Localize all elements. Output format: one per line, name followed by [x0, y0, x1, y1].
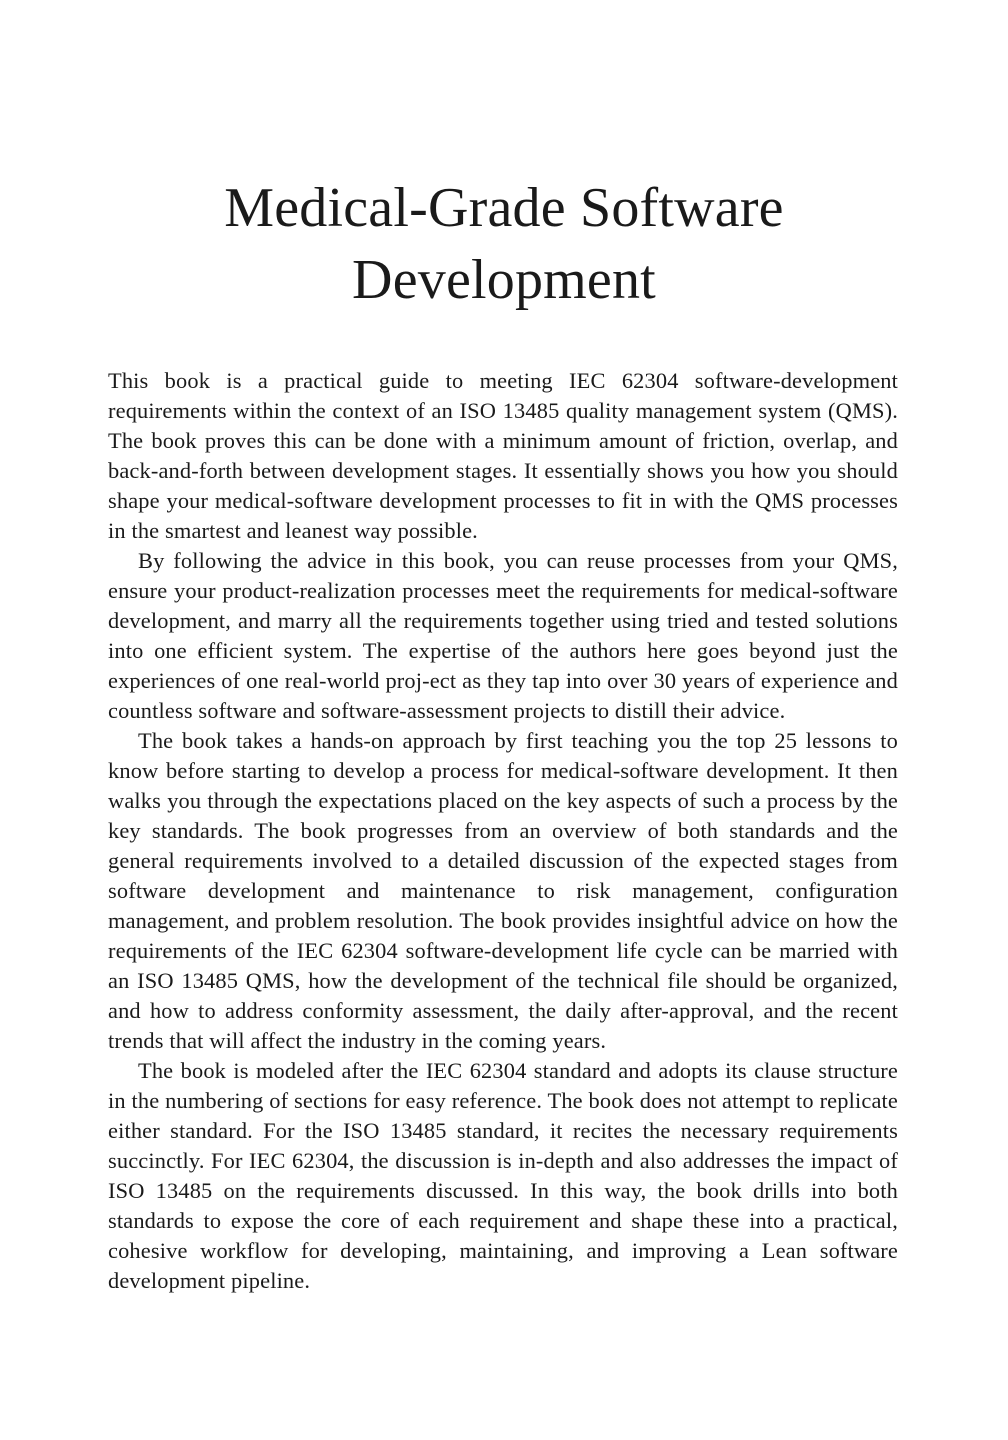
paragraph-4: The book is modeled after the IEC 62304 standard and adopts its clause structure in the numbering of sections for easy reference. The book does not attempt to replicate either standard. For the ISO 13485 standard, it recites the necessary requirements succinctly. For IEC 62304, the discussion is in-depth and also addresses the impact of ISO 13485 on the requirements discussed. In this way, the book drills into both standards to expose the core of each requirement and shape these into a practical, cohesive workflow for developing, maintaining, and improving a Lean software development pipeline. [108, 1058, 898, 1293]
paragraph-2: By following the advice in this book, you can reuse processes from your QMS, ensure your product-realization processes meet the requirements for medical-software development, and marry all the requirements together using tried and tested solutions into one efficient system. The expertise of the authors here goes beyond just the experiences of one real-world proj-ect as they tap into over 30 years of experience and countless software and software-assessment projects to distill their advice. [108, 548, 898, 723]
description-body [108, 366, 898, 1296]
title-line-2: Development [352, 249, 656, 311]
paragraph-1: This book is a practical guide to meeting IEC 62304 software-development requirements within the context of an ISO 13485 quality management system (QMS). The book proves this can be done with a minimum amount of friction, overlap, and back-and-forth between development stages. It essentially shows you how you should shape your medical-software development processes to fit in with the QMS processes in the smartest and leanest way possible. [108, 368, 898, 543]
page-title [108, 172, 900, 316]
title-line-1: Medical-Grade Software [224, 177, 784, 239]
paragraph-3: The book takes a hands-on approach by first teaching you the top 25 lessons to know before starting to develop a process for medical-software development. It then walks you through the expectations placed on the key aspects of such a process by the key standards. The book progresses from an overview of both standards and the general requirements involved to a detailed discussion of the expected stages from software development and maintenance to risk management, configuration management, and problem resolution. The book provides insightful advice on how the requirements of the IEC 62304 software-development life cycle can be married with an ISO 13485 QMS, how the development of the technical file should be organized, and how to address conformity assessment, the daily after-approval, and the recent trends that will affect the industry in the coming years. [108, 728, 898, 1053]
